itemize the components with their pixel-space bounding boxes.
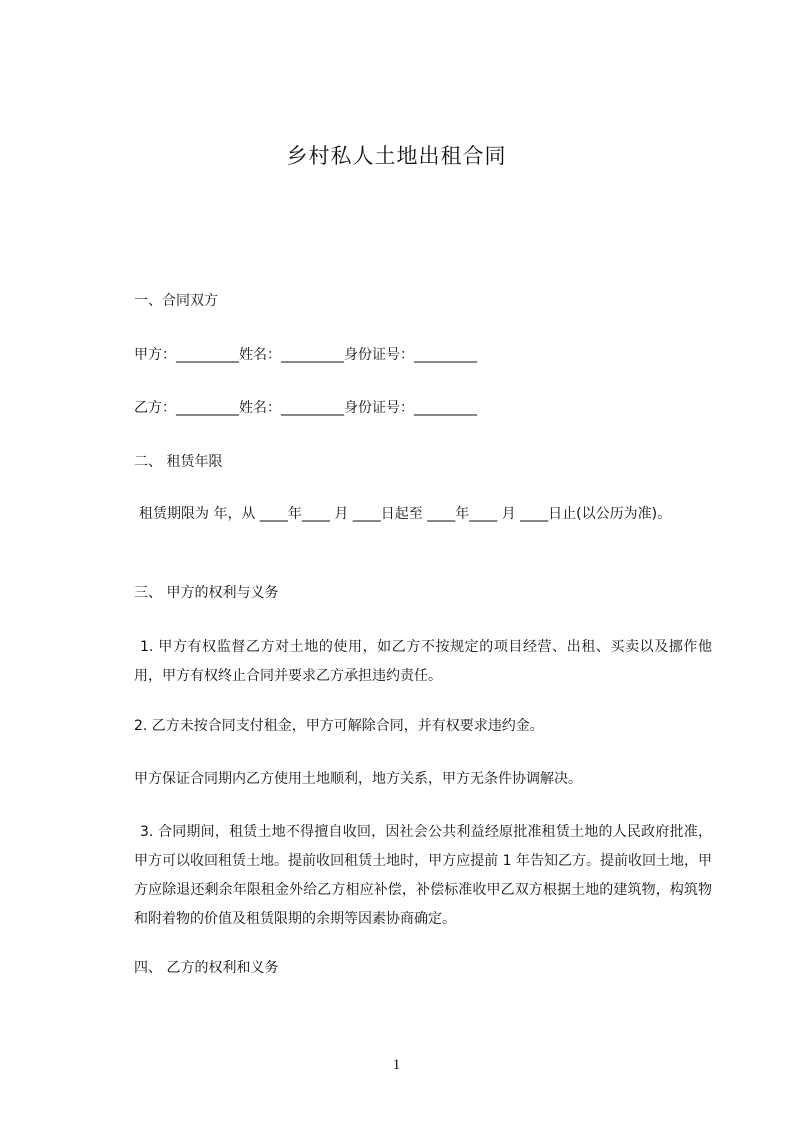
party-a-line: 甲方：_________姓名：_________身份证号：_________ bbox=[134, 347, 477, 363]
guarantee-line: 甲方保证合同期内乙方使用土地顺利，地方关系，甲方无条件协调解决。 bbox=[134, 771, 582, 787]
section-heading-party-a-rights: 三、 甲方的权利与义务 bbox=[134, 585, 279, 601]
party-b-line: 乙方：_________姓名：_________身份证号：_________ bbox=[134, 400, 477, 416]
section-heading-term: 二、 租赁年限 bbox=[134, 454, 223, 470]
clause-1-paragraph: 1. 甲方有权监督乙方对土地的使用，如乙方不按规定的项目经营、出租、买卖以及挪作他用，甲方有权终止合同并要求乙方承担违约责任。 bbox=[134, 639, 712, 684]
lease-term-paragraph: 租赁期限为 年，从 ____年____ 月 ____日起至 ____年____ 月 ____日止(以公历为准)。 bbox=[139, 506, 672, 522]
section-heading-parties: 一、合同双方 bbox=[134, 293, 218, 309]
clause-2-line: 2. 乙方未按合同支付租金，甲方可解除合同，并有权要求违约金。 bbox=[134, 718, 544, 734]
section-heading-party-b-rights: 四、 乙方的权利和义务 bbox=[134, 960, 279, 976]
clause-3-paragraph: 3. 合同期间，租赁土地不得擅自收回，因社会公共利益经原批准租赁土地的人民政府批准，甲方可以收回租赁土地。提前收回租赁土地时，甲方应提前 1 年告知乙方。提前收回土地，甲方应除退还剩余年限租金外给乙方相应补偿，补偿标准收甲乙双方根据土地的建筑物，构筑物和附着物的价值及租赁限期的余期等因素协商确定。 bbox=[134, 824, 712, 927]
document-title: 乡村私人土地出租合同 bbox=[286, 144, 507, 168]
page-number: 1 bbox=[392, 1057, 401, 1073]
